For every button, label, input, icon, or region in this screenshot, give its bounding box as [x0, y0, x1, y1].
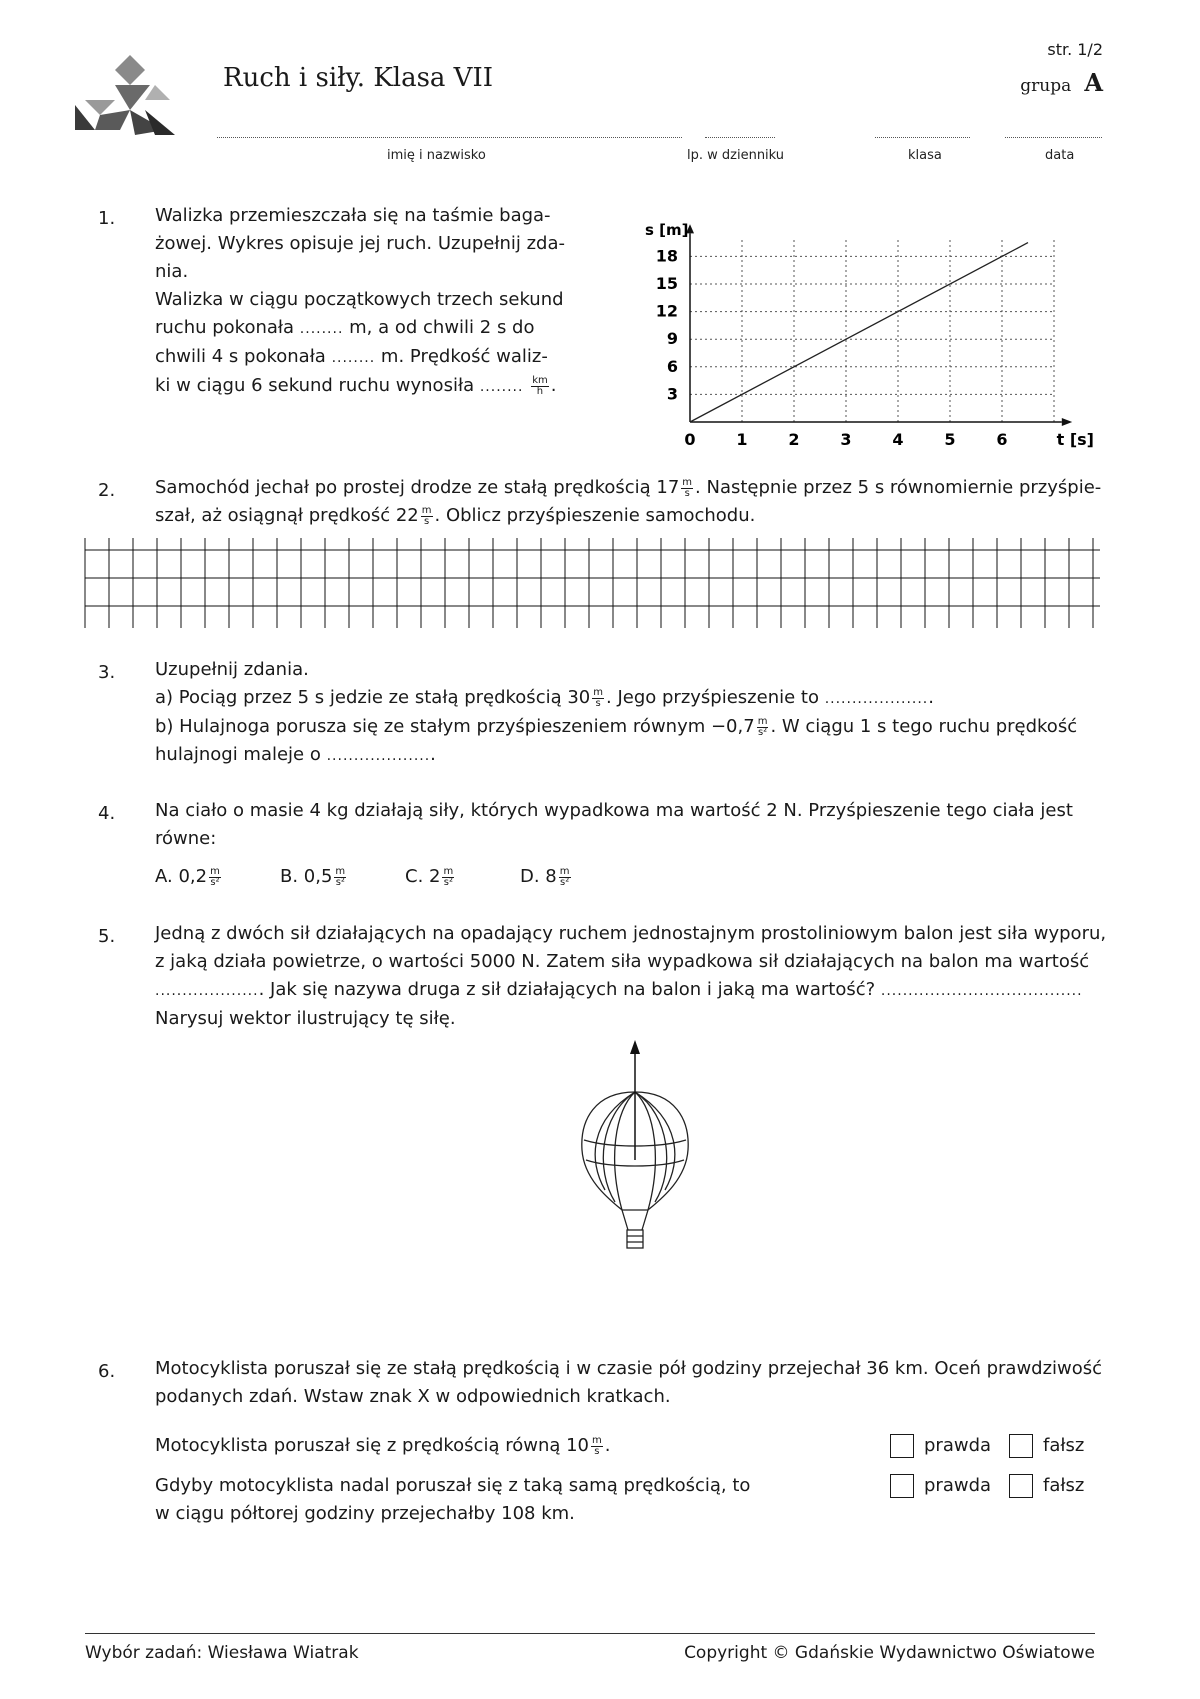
y-tick-label: 12	[655, 301, 678, 321]
unit-fraction: $\frac{m}{s}$	[593, 686, 603, 709]
force-vector-arrowhead	[630, 1040, 640, 1054]
x-tick-label: 0	[684, 430, 696, 449]
unit-fraction: $\frac{m}{s}$	[421, 504, 432, 527]
date-field[interactable]	[1005, 136, 1102, 138]
x-tick-label: 1	[736, 430, 748, 449]
footer-copyright: Copyright © Gdańskie Wydawnictwo Oświatowe	[684, 1643, 1095, 1663]
question-number: 4.	[98, 803, 116, 824]
answer-blank[interactable]: ...................	[824, 691, 929, 707]
group-indicator	[1020, 68, 1103, 97]
y-tick-label: 15	[655, 274, 678, 293]
question-3-text: Uzupełnij zdania. a) Pociąg przez 5 s jedzie ze stałą prędkością 30 $\frac{m}{s}$ . Jego przyśpieszenie to .................... b) Hulajnoga porusza się ze stałym przyśpieszeniem równym −0,7 $\frac{m}{\text{s²}}$ . W ciągu 1 s tego ruchu prędkość hulajnogi maleje o ....................	[155, 659, 1078, 765]
footer-author: Wybór zadań: Wiesława Wiatrak	[85, 1643, 359, 1663]
x-axis-label: t [s]	[1056, 430, 1094, 449]
option-b[interactable]: B. 0,5 $\frac{m}{\text{s²}}$	[280, 865, 346, 888]
question-number: 3.	[98, 662, 116, 683]
question-1-text: Walizka przemieszczała się na taśmie baga- żowej. Wykres opisuje jej ruch. Uzupełnij zda- nia. Walizka w ciągu początkowych trzech sekund ruchu pokonała ........ m, a od chwili 2 s do chwili 4 s pokonała ........ m. Prędkość waliz- ki w ciągu 6 sekund ruchu wynosiła ........ $\frac{km}{h}$ .	[155, 205, 565, 397]
question-2-text: Samochód jechał po prostej drodze ze stałą prędkością 17 $\frac{m}{s}$ . Następnie przez 5 s równomiernie przyśpie- szał, aż osiągnął prędkość 22 $\frac{m}{s}$ . Oblicz przyśpieszenie samochodu.	[155, 476, 1102, 527]
option-d[interactable]: D. 8 $\frac{m}{\text{s²}}$	[520, 865, 570, 888]
group-value: A	[1084, 68, 1103, 97]
true-checkbox[interactable]	[890, 1434, 914, 1458]
unit-fraction: $\frac{m}{\text{s²}}$	[757, 715, 768, 738]
distance-time-chart	[640, 212, 1094, 452]
y-tick-label: 9	[666, 329, 678, 349]
name-field[interactable]	[217, 136, 682, 138]
false-checkbox[interactable]	[1009, 1474, 1033, 1498]
answer-blank[interactable]: ...................	[326, 748, 431, 764]
x-tick-label: 5	[944, 430, 956, 449]
answer-blank[interactable]: ...................	[155, 983, 259, 999]
x-tick-label: 6	[996, 430, 1008, 449]
publisher-logo	[75, 55, 185, 145]
statement-1-choices: prawda fałsz	[890, 1432, 1084, 1460]
y-tick-label: 18	[655, 246, 678, 266]
question-number: 2.	[98, 480, 116, 501]
answer-options	[155, 863, 635, 891]
answer-blank[interactable]: ........	[299, 321, 344, 337]
hot-air-balloon-image	[570, 1040, 700, 1255]
y-tick-label: 6	[666, 356, 678, 376]
x-tick-label: 3	[840, 430, 852, 449]
y-axis-label: s [m]	[645, 221, 689, 240]
question-number: 6.	[98, 1361, 116, 1382]
statement-2: Gdyby motocyklista nadal poruszał się z taką samą prędkością, to w ciągu półtorej godziny przejechałby 108 km.	[155, 1475, 751, 1524]
register-field-label: lp. w dzienniku	[687, 148, 785, 163]
register-number-field[interactable]	[705, 136, 775, 138]
answer-blank[interactable]: ........	[479, 379, 524, 395]
question-6-text: Motocyklista poruszał się ze stałą prędkością i w czasie pół godziny przejechał 36 km. Oceń prawdziwość podanych zdań. Wstaw znak X w odpowiednich kratkach.	[155, 1358, 1103, 1407]
date-field-label: data	[1045, 148, 1075, 163]
answer-blank[interactable]: .....................................	[880, 983, 1083, 999]
statement-1: Motocyklista poruszał się z prędkością równą 10 $\frac{m}{s}$ .	[155, 1434, 611, 1457]
x-tick-label: 2	[788, 430, 800, 449]
page-title: Ruch i siły. Klasa VII	[223, 63, 493, 93]
question-5-text: Jedną z dwóch sił działających na opadający ruchem jednostajnym prostoliniowym balon jest siła wyporu, z jaką działa powietrze, o wartości 5000 N. Zatem siła wypadkowa sił działających na balon ma wartość .................... Jak się nazywa druga z sił działających na balon i jaką ma wartość? ..................................... Narysuj wektor ilustrujący tę siłę.	[155, 923, 1107, 1029]
question-4-text: Na ciało o masie 4 kg działają siły, których wypadkowa ma wartość 2 N. Przyśpieszenie tego ciała jest równe:	[155, 800, 1073, 849]
x-tick-label: 4	[892, 430, 904, 449]
group-label: grupa	[1020, 76, 1072, 96]
statement-2-choices: prawda fałsz	[890, 1472, 1084, 1500]
false-checkbox[interactable]	[1009, 1434, 1033, 1458]
answer-grid[interactable]	[85, 538, 1100, 628]
question-number: 1.	[98, 208, 116, 229]
question-number: 5.	[98, 926, 116, 947]
class-field-label: klasa	[908, 148, 942, 163]
unit-fraction: $\frac{m}{s}$	[682, 476, 693, 499]
x-axis-arrow	[1062, 418, 1072, 426]
answer-blank[interactable]: ........	[331, 350, 376, 366]
unit-fraction: $\frac{km}{h}$	[532, 374, 548, 397]
unit-fraction: $\frac{m}{s}$	[592, 1434, 602, 1457]
option-c[interactable]: C. 2 $\frac{m}{\text{s²}}$	[405, 865, 454, 888]
name-field-label: imię i nazwisko	[387, 148, 486, 163]
option-a[interactable]: A. 0,2 $\frac{m}{\text{s²}}$	[155, 865, 220, 888]
data-line	[690, 243, 1028, 422]
true-checkbox[interactable]	[890, 1474, 914, 1498]
page-number: str. 1/2	[1047, 40, 1103, 59]
y-tick-label: 3	[666, 384, 678, 404]
class-field[interactable]	[875, 136, 970, 138]
footer-divider	[85, 1633, 1095, 1634]
